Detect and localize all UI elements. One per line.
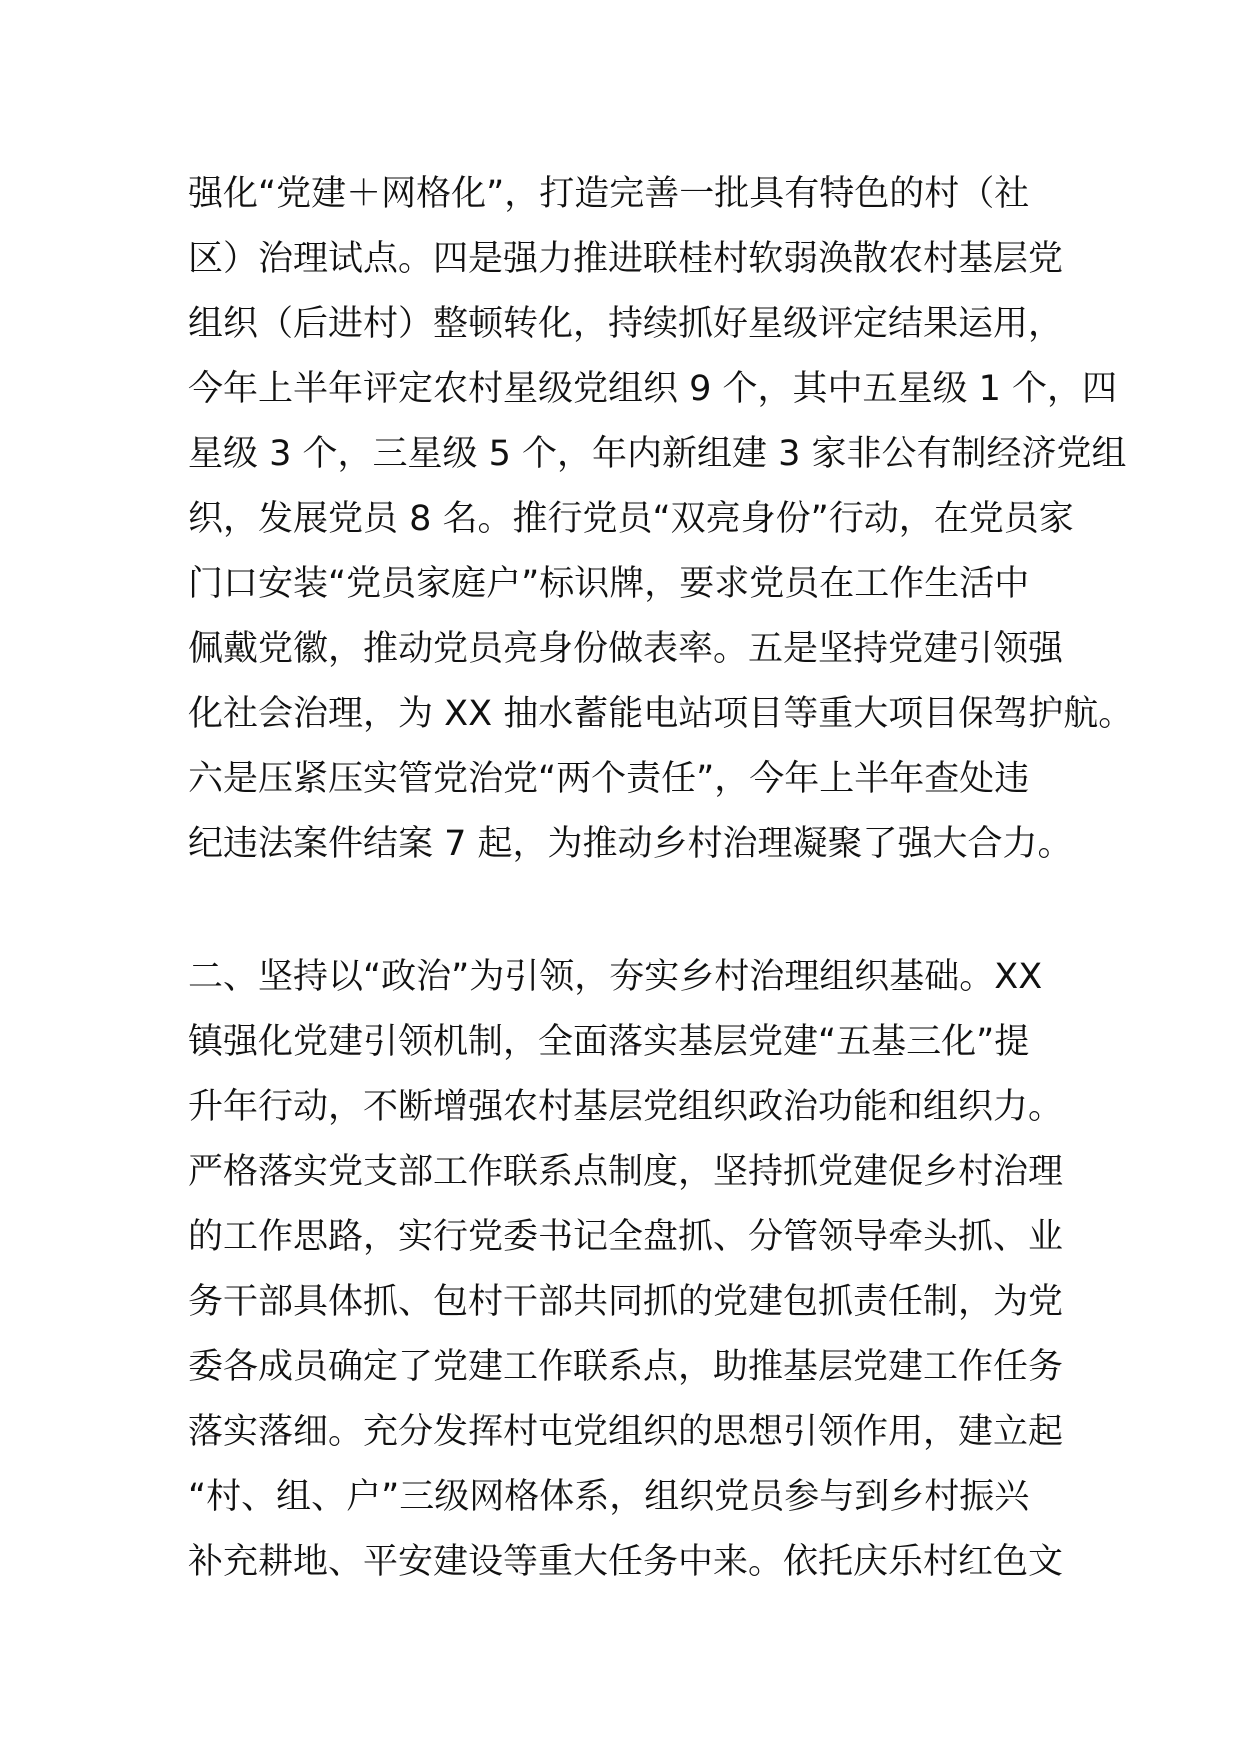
text-line: 织，发展党员 8 名。推行党员“双亮身份”行动，在党员家	[188, 499, 1074, 539]
text-line: 星级 3 个，三星级 5 个，年内新组建 3 家非公有制经济党组	[188, 434, 1127, 474]
text-line: 落实落细。充分发挥村屯党组织的思想引领作用，建立起	[188, 1412, 1064, 1452]
text-line: 务干部具体抓、包村干部共同抓的党建包抓责任制，为党	[188, 1282, 1064, 1322]
text-line: 委各成员确定了党建工作联系点，助推基层党建工作任务	[188, 1347, 1064, 1387]
text-line: 门口安装“党员家庭户”标识牌，要求党员在工作生活中	[188, 564, 1030, 604]
text-line: 区）治理试点。四是强力推进联桂村软弱涣散农村基层党	[188, 239, 1064, 279]
text-line: 组织（后进村）整顿转化，持续抓好星级评定结果运用，	[188, 304, 1064, 344]
section-heading-line: 二、坚持以“政治”为引领，夯实乡村治理组织基础。XX	[188, 957, 1043, 997]
text-line: 严格落实党支部工作联系点制度，坚持抓党建促乡村治理	[188, 1152, 1064, 1192]
text-line: 补充耕地、平安建设等重大任务中来。依托庆乐村红色文	[188, 1542, 1064, 1582]
text-line: 的工作思路，实行党委书记全盘抓、分管领导牵头抓、业	[188, 1217, 1064, 1257]
text-line: 强化“党建＋网格化”，打造完善一批具有特色的村（社	[188, 174, 1030, 214]
text-line: 镇强化党建引领机制，全面落实基层党建“五基三化”提	[188, 1022, 1030, 1062]
paragraph-governance-pilots	[188, 162, 1134, 877]
text-line: 六是压紧压实管党治党“两个责任”，今年上半年查处违	[188, 759, 1030, 799]
text-line: 化社会治理，为 XX 抽水蓄能电站项目等重大项目保驾护航。	[188, 694, 1134, 734]
text-line: 升年行动，不断增强农村基层党组织政治功能和组织力。	[188, 1087, 1064, 1127]
text-line: 佩戴党徽，推动党员亮身份做表率。五是坚持党建引领强	[188, 629, 1064, 669]
paragraph-section-two	[188, 945, 1068, 1595]
text-line: 今年上半年评定农村星级党组织 9 个，其中五星级 1 个，四	[188, 369, 1118, 409]
text-line: “村、组、户”三级网格体系，组织党员参与到乡村振兴	[188, 1477, 1030, 1517]
text-line: 纪违法案件结案 7 起，为推动乡村治理凝聚了强大合力。	[188, 824, 1073, 864]
